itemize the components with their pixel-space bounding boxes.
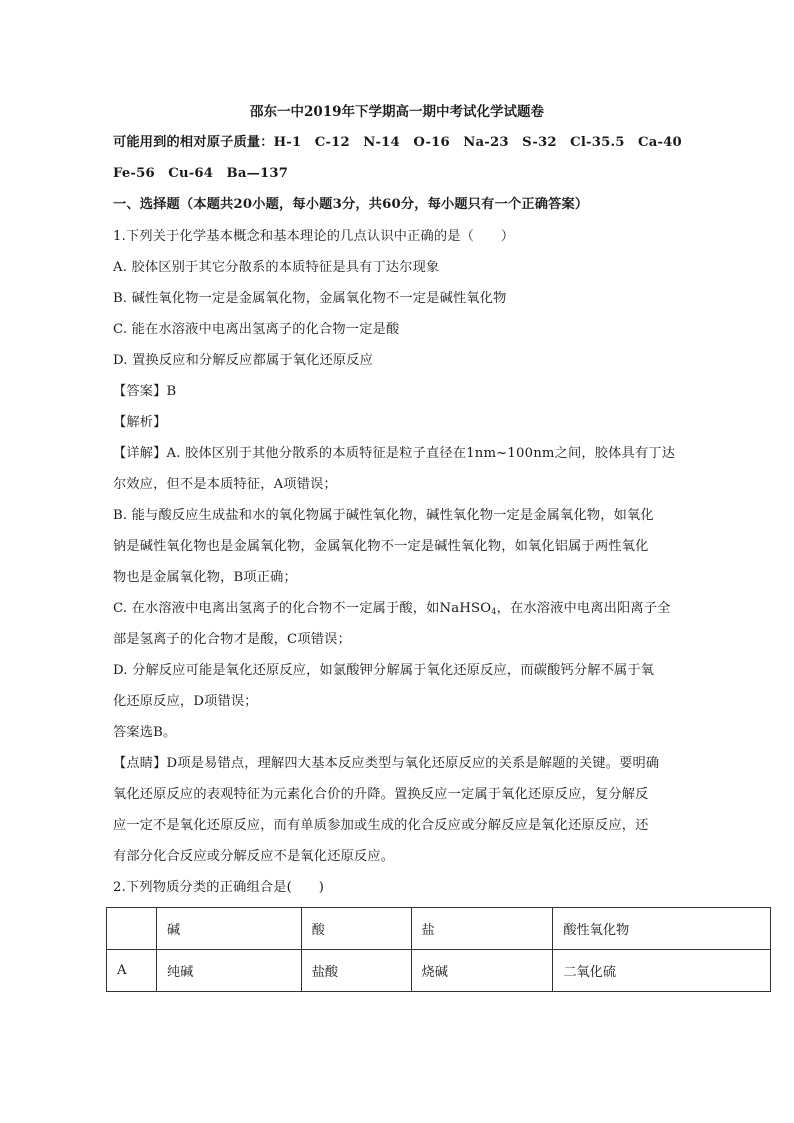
section-heading: 一、选择题（本题共20小题，每小题3分，共60分，每小题只有一个正确答案） [113, 197, 589, 212]
question-1-detail-3: B. 能与酸反应生成盐和水的氧化物属于碱性氧化物，碱性氧化物一定是金属氧化物，如氧化 [113, 508, 654, 523]
question-1-detail-6 [113, 599, 671, 622]
table-header-cell: 碱 [156, 908, 301, 950]
detail-6-part-1: C. 在水溶液中电离出氢离子的化合物不一定属于酸，如NaHSO [113, 601, 492, 616]
question-1-analysis-label: 【解析】 [113, 415, 167, 430]
table-header-cell [107, 908, 157, 950]
table-cell: A [107, 950, 157, 992]
table-cell: 纯碱 [156, 950, 301, 992]
question-1-option-b: B. 碱性氧化物一定是金属氧化物，金属氧化物不一定是碱性氧化物 [113, 291, 507, 306]
question-1-option-d: D. 置换反应和分解反应都属于氧化还原反应 [113, 353, 374, 368]
table-header-cell: 酸性氧化物 [553, 908, 771, 950]
question-1-stem: 1.下列关于化学基本概念和基本理论的几点认识中正确的是（ ） [113, 229, 515, 244]
question-2-stem: 2.下列物质分类的正确组合是( ) [113, 880, 325, 895]
question-1-detail-4: 钠是碱性氧化物也是金属氧化物，金属氧化物不一定是碱性氧化物，如氧化铝属于两性氧化 [113, 539, 649, 554]
question-1-detail-2: 尔效应，但不是本质特征，A项错误； [113, 477, 337, 492]
table-row [107, 950, 771, 992]
table-cell: 烧碱 [411, 950, 553, 992]
detail-6-subscript: 4 [491, 607, 497, 616]
classification-table [106, 907, 771, 992]
table-header-row [107, 908, 771, 950]
question-1-detail-1: 【详解】A. 胶体区别于其他分散系的本质特征是粒子直径在1nm~100nm之间，胶体具有丁达 [113, 446, 676, 461]
question-1-detail-9: 化还原反应，D项错误； [113, 694, 258, 709]
question-1-point-2: 氧化还原反应的表观特征为元素化合价的升降。置换反应一定属于氧化还原反应，复分解反 [113, 787, 649, 802]
table-cell: 二氧化硫 [553, 950, 771, 992]
question-1-detail-8: D. 分解反应可能是氧化还原反应，如氯酸钾分解属于氧化还原反应，而碳酸钙分解不属于氧 [113, 663, 655, 678]
question-1-detail-5: 物也是金属氧化物，B项正确； [113, 570, 297, 585]
question-1-detail-7: 部是氢离子的化合物才是酸，C项错误； [113, 632, 351, 647]
exam-title: 邵东一中2019年下学期高一期中考试化学试题卷 [249, 104, 545, 120]
question-1-point-3: 应一定不是氧化还原反应，而有单质参加或生成的化合反应或分解反应是氧化还原反应，还 [113, 818, 649, 833]
question-1-conclusion: 答案选B。 [113, 725, 177, 740]
atomic-masses-line-1: 可能用到的相对原子质量：H-1 C-12 N-14 O-16 Na-23 S-32 Cl-35.5 Ca-40 [113, 135, 682, 150]
detail-6-part-2: ，在水溶液中电离出阳离子全 [496, 601, 671, 616]
question-1-point-4: 有部分化合反应或分解反应不是氧化还原反应。 [113, 849, 395, 864]
table-cell: 盐酸 [301, 950, 411, 992]
question-1-point-1: 【点睛】D项是易错点，理解四大基本反应类型与氧化还原反应的关系是解题的关键。要明确 [113, 756, 660, 771]
question-1-option-a: A. 胶体区别于其它分散系的本质特征是具有丁达尔现象 [113, 260, 440, 275]
question-1-answer: 【答案】B [113, 384, 177, 399]
atomic-masses-line-2: Fe-56 Cu-64 Ba—137 [113, 166, 289, 181]
table-header-cell: 酸 [301, 908, 411, 950]
question-1-option-c: C. 能在水溶液中电离出氢离子的化合物一定是酸 [113, 322, 400, 337]
table-header-cell: 盐 [411, 908, 553, 950]
